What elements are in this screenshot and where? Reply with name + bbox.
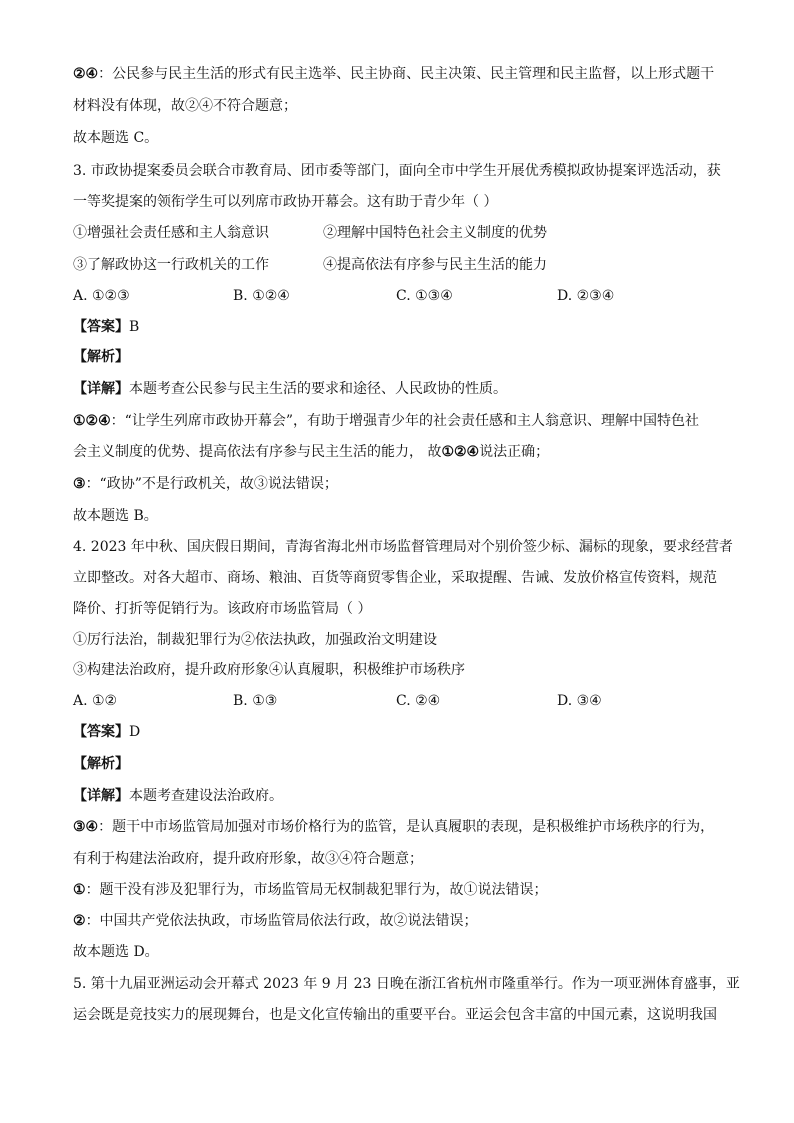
explanation-line: 有利于构建法治政府，提升政府形象，故③④符合题意； <box>73 851 423 867</box>
answer-line: 【答案】B <box>73 319 140 335</box>
option-b: B. ①③ <box>233 693 278 709</box>
detail-line: 【详解】本题考查建设法治政府。 <box>73 788 283 804</box>
statements-3-4: ③构建法治政府，提升政府形象④认真履职，积极维护市场秩序 <box>73 662 465 678</box>
text-line: 材料没有体现，故②④不符合题意； <box>73 98 297 114</box>
statement-1: ①增强社会责任感和主人翁意识 <box>73 225 269 241</box>
question-3-stem: 3. 市政协提案委员会联合市教育局、团市委等部门，面向全市中学生开展优秀模拟政协提案评选活动，获 <box>73 163 721 179</box>
detail-line: 【详解】本题考查公民参与民主生活的要求和途径、人民政协的性质。 <box>73 381 507 397</box>
explanation-line: ③：“政协”不是行政机关，故③说法错误； <box>73 476 338 492</box>
analysis-heading: 【解析】 <box>73 349 129 365</box>
conclusion-line: 故本题选 D。 <box>73 944 159 960</box>
option-c: C. ②④ <box>396 693 441 709</box>
answer-line: 【答案】D <box>73 724 141 740</box>
explanation-line: ②：中国共产党依法执政，市场监管局依法行政，故②说法错误； <box>73 913 478 929</box>
statements-1-2: ①厉行法治，制裁犯罪行为②依法执政，加强政治文明建设 <box>73 632 437 648</box>
question-4-stem: 降价、打折等促销行为。该政府市场监管局（ ） <box>73 601 372 617</box>
option-a: A. ①② <box>73 693 118 709</box>
question-4-stem: 4. 2023 年中秋、国庆假日期间，青海省海北州市场监督管理局对个别价签少标、漏标的现象，要求经营者 <box>73 539 733 555</box>
explanation-line: ①②④：“让学生列席市政协开幕会”，有助于增强青少年的社会责任感和主人翁意识、理解中国特色社 <box>73 413 699 429</box>
question-5-stem: 5. 第十九届亚洲运动会开幕式 2023 年 9 月 23 日晚在浙江省杭州市隆重举行。作为一项亚洲体育盛事，亚 <box>73 976 740 992</box>
question-4-stem: 立即整改。对各大超市、商场、粮油、百货等商贸零售企业，采取提醒、告诫、发放价格宣传资料，规范 <box>73 570 717 586</box>
option-c: C. ①③④ <box>396 288 453 304</box>
option-d: D. ③④ <box>557 693 602 709</box>
statement-4: ④提高依法有序参与民主生活的能力 <box>323 257 547 273</box>
option-d: D. ②③④ <box>557 288 615 304</box>
statement-3: ③了解政协这一行政机关的工作 <box>73 257 269 273</box>
text-line: ②④：公民参与民主生活的形式有民主选举、民主协商、民主决策、民主管理和民主监督，以上形式题干 <box>73 66 715 82</box>
question-3-stem: 一等奖提案的领衔学生可以列席市政协开幕会。这有助于青少年（ ） <box>73 194 498 210</box>
conclusion-line: 故本题选 B。 <box>73 508 158 524</box>
option-a: A. ①②③ <box>73 288 130 304</box>
analysis-heading: 【解析】 <box>73 756 129 772</box>
conclusion-line: 故本题选 C。 <box>73 130 159 146</box>
statement-2: ②理解中国特色社会主义制度的优势 <box>323 225 547 241</box>
question-5-stem: 运会既是竞技实力的展现舞台，也是文化宣传输出的重要平台。亚运会包含丰富的中国元素，这说明我国 <box>73 1007 717 1023</box>
explanation-line: ①：题干没有涉及犯罪行为，市场监管局无权制裁犯罪行为，故①说法错误； <box>73 882 548 898</box>
explanation-line: 会主义制度的优势、提高依法有序参与民主生活的能力， 故①②④说法正确； <box>73 444 550 460</box>
explanation-line: ③④：题干中市场监管局加强对市场价格行为的监管，是认真履职的表现，是积极维护市场秩序的行为， <box>73 819 715 835</box>
option-b: B. ①②④ <box>233 288 290 304</box>
